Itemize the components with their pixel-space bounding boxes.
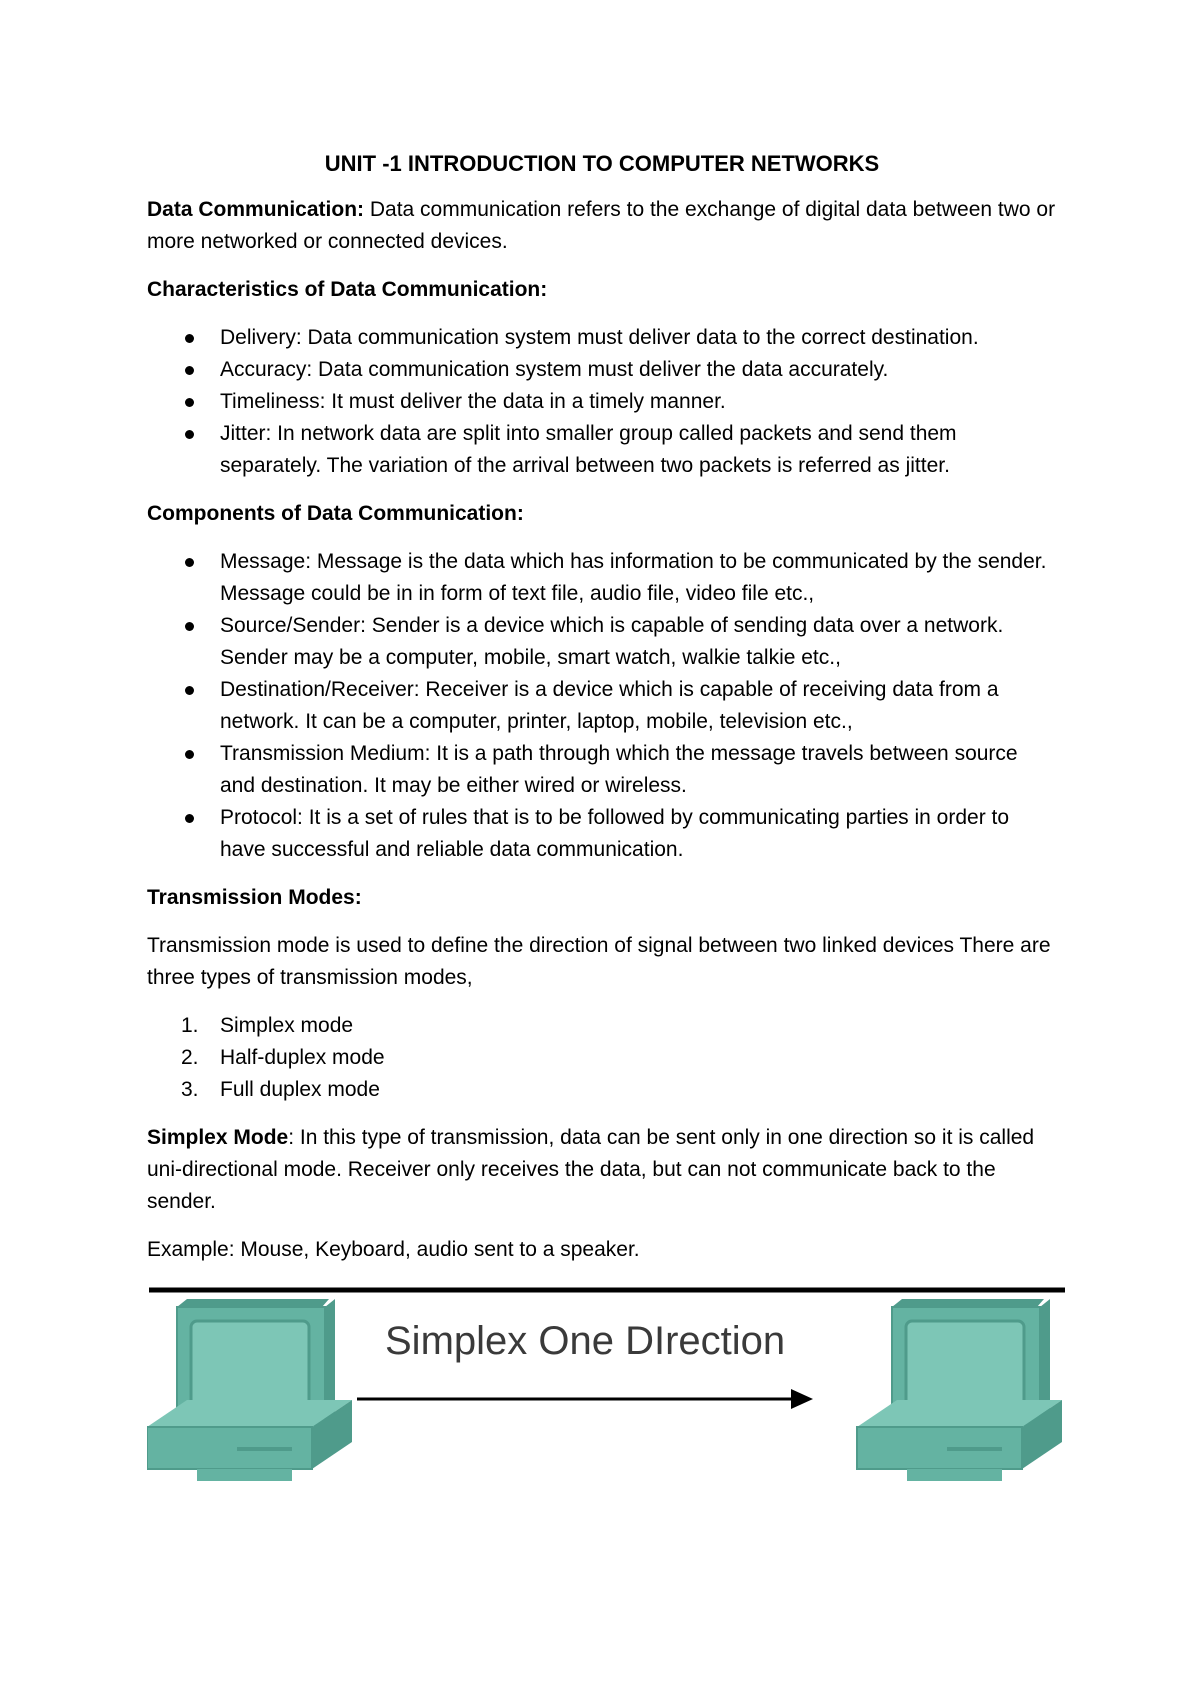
list-item (147, 1010, 1057, 1042)
receiver-computer-icon (857, 1299, 1062, 1481)
data-communication-text: Data communication refers to the exchange of digital data between two or more networked or connected devices. (147, 198, 1056, 253)
list-item: Delivery: Data communication system must deliver data to the correct destination. (147, 322, 1057, 354)
characteristics-heading: Characteristics of Data Communication: (147, 278, 548, 301)
list-number: 2. (181, 1046, 199, 1069)
sender-computer-icon (147, 1299, 352, 1481)
transmission-modes-list (147, 1010, 1057, 1106)
simplex-diagram (147, 1287, 1065, 1512)
data-communication-label: Data Communication: (147, 198, 365, 221)
list-item-label: Half-duplex mode (220, 1046, 385, 1069)
list-item-label: Simplex mode (220, 1014, 354, 1037)
list-number: 1. (181, 1014, 199, 1037)
list-item (147, 1042, 1057, 1074)
list-item: Message: Message is the data which has information to be communicated by the sender. Message could be in in form of text file, audio file, video file etc., (147, 546, 1057, 610)
components-heading: Components of Data Communication: (147, 502, 524, 525)
example-text: Example: Mouse, Keyboard, audio sent to a speaker. (147, 1238, 640, 1261)
transmission-modes-intro: Transmission mode is used to define the direction of signal between two linked devices There are three types of transmission modes, (147, 934, 1051, 989)
characteristics-list (147, 322, 1057, 482)
list-item: Source/Sender: Sender is a device which is capable of sending data over a network. Sender may be a computer, mobile, smart watch, walkie talkie etc., (147, 610, 1057, 674)
transmission-modes-heading: Transmission Modes: (147, 886, 362, 909)
document-page (147, 148, 1057, 1282)
list-item-label: Full duplex mode (220, 1078, 380, 1101)
list-item: Jitter: In network data are split into smaller group called packets and send them separately. The variation of the arrival between two packets is referred as jitter. (147, 418, 1057, 482)
list-item: Protocol: It is a set of rules that is to be followed by communicating parties in order to have successful and reliable data communication. (147, 802, 1057, 866)
simplex-mode-text: : In this type of transmission, data can be sent only in one direction so it is called uni-directional mode. Receiver only receives the data, but can not communicate back to the sender. (147, 1126, 1035, 1213)
list-item: Accuracy: Data communication system must deliver the data accurately. (147, 354, 1057, 386)
list-item (147, 1074, 1057, 1106)
components-list (147, 546, 1057, 866)
direction-arrow-icon (357, 1389, 813, 1409)
diagram-caption: Simplex One DIrection (385, 1319, 786, 1363)
data-communication-paragraph (147, 194, 1057, 258)
list-item: Timeliness: It must deliver the data in a timely manner. (147, 386, 1057, 418)
page-title: UNIT -1 INTRODUCTION TO COMPUTER NETWORKS (324, 151, 880, 176)
list-item: Transmission Medium: It is a path through which the message travels between source and destination. It may be either wired or wireless. (147, 738, 1057, 802)
simplex-mode-label: Simplex Mode (147, 1126, 289, 1149)
simplex-mode-paragraph (147, 1122, 1057, 1218)
list-number: 3. (181, 1078, 199, 1101)
list-item: Destination/Receiver: Receiver is a device which is capable of receiving data from a network. It can be a computer, printer, laptop, mobile, television etc., (147, 674, 1057, 738)
